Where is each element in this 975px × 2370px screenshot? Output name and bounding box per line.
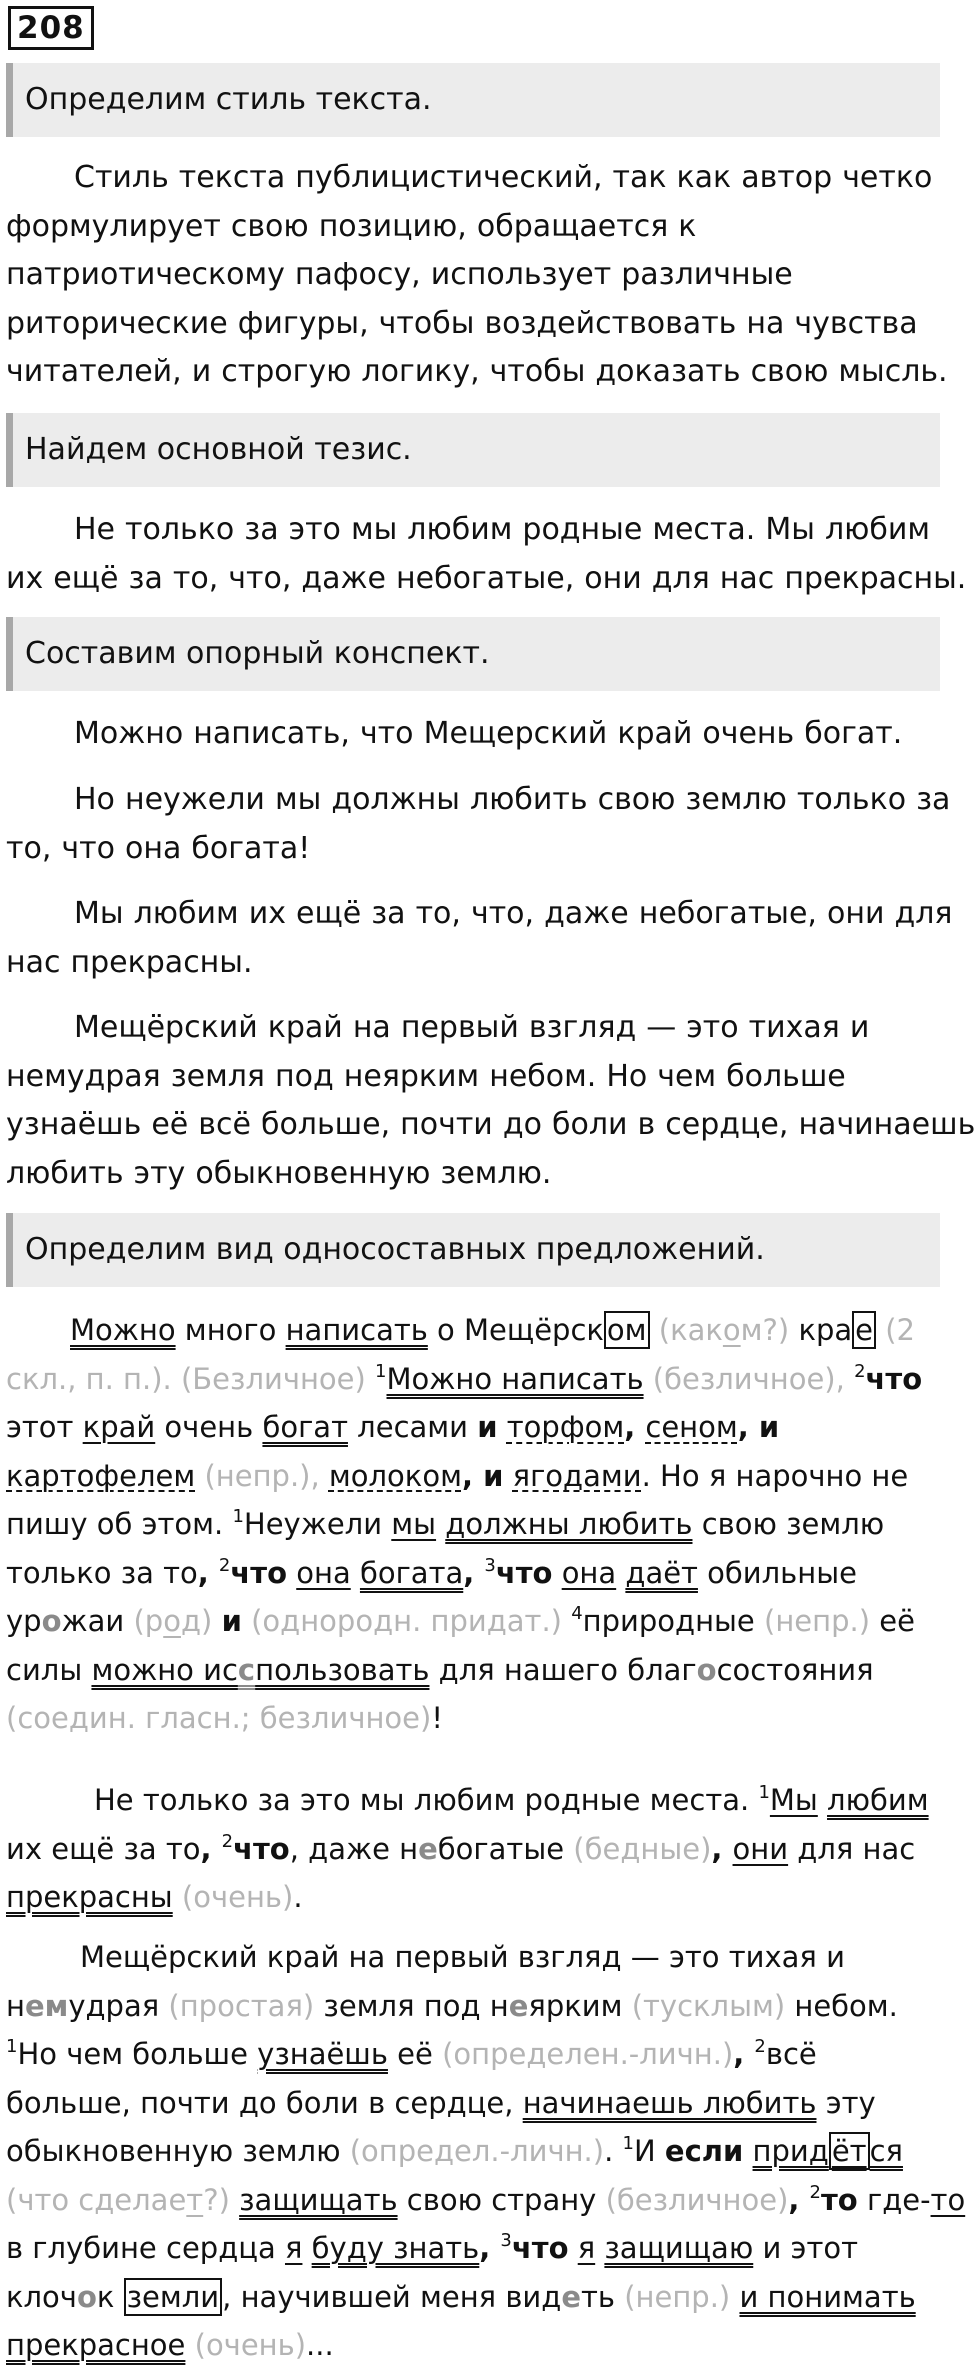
analysis-block-1 [6,1306,950,1743]
analysis-line [6,2127,950,2176]
text-fragment: свою страну [397,2182,597,2217]
gray-note: (тусклым) [622,1988,786,2023]
text-fragment [436,1507,445,1541]
conjunction: если [664,2134,744,2168]
predicate-word: начинаешь любить [522,2085,817,2120]
analysis-line [6,1403,950,1452]
analysis-line [6,1776,950,1825]
text-fragment: жаи [61,1604,125,1638]
clause-number: 4 [571,1603,583,1624]
text-fragment: ярким [528,1988,623,2023]
text-line: формулирует свою позицию, обращается к [6,208,697,244]
clause-number: 2 [854,1360,866,1382]
gray-note: (2 [876,1313,915,1347]
ending-box: е [852,1311,876,1349]
text-line: нас прекрасны. [6,944,253,980]
predicate-word: защищать [239,2182,398,2217]
highlighted-letter: с [237,1652,256,1687]
analysis-line [6,1597,950,1646]
text-fragment: состояния [716,1652,874,1687]
text-line: Не только за это мы любим родные места. Мы любим [74,512,931,547]
comma: , [788,2182,810,2217]
subject-word: я [577,2231,596,2265]
gray-note: (бедные) [564,1831,712,1866]
clause-number: 1 [375,1360,387,1382]
comma: , [737,1410,759,1444]
predicate-word: Можно [70,1313,176,1347]
comma: , [461,1458,484,1493]
text-fragment: ! [431,1701,443,1735]
subject-word: она [296,1555,351,1590]
gray-note: (как [649,1313,723,1347]
conjunction: и [758,1410,780,1444]
text-fragment: больше, почти до боли в сердце, [6,2085,523,2120]
predicate-word: богат [262,1410,348,1444]
text-fragment [498,1410,507,1444]
predicate-word: любим [827,1783,929,1817]
text-fragment: н [6,1988,25,2023]
text-fragment: небом. [785,1988,898,2023]
text-fragment: очень [155,1410,263,1444]
predicate-word: написать [285,1313,428,1347]
conjunction: что [495,1555,553,1590]
object-word: ягодами [512,1458,642,1493]
clause-number: 1 [6,2036,18,2057]
text-line: узнаёшь её всё больше, почти до боли в сердце, начинаешь [6,1107,975,1142]
text-fragment: удрая [68,1988,160,2023]
text-fragment: всё [765,2037,817,2071]
highlighted-letter: о [76,2279,97,2314]
text-fragment [503,1459,512,1493]
clause-number: 1 [232,1506,244,1527]
gray-note: (безличное) [596,2182,789,2217]
predicate-word: прид [752,2134,829,2168]
predicate-word: даёт [625,1555,698,1590]
gray-note: (соедин. гласн.; безличное) [6,1701,432,1735]
gray-note: (однородн. придат.) [241,1604,572,1638]
gray-note: (непр.) [615,2279,731,2314]
task-number: 208 [8,6,94,50]
text-fragment [552,1556,561,1590]
clause-number: 1 [622,2133,634,2154]
comma: , [624,1410,646,1444]
analysis-line [6,1306,950,1355]
comma: , [733,2037,755,2071]
text-line: немудрая земля под неярким небом. Но чем больше [6,1058,846,1094]
predicate-word: буду знать [311,2231,480,2265]
text-fragment: ур [6,1604,42,1638]
text-fragment [351,1556,360,1590]
text-fragment [595,2231,604,2265]
text-fragment: земля под н [314,1988,509,2023]
conjunction: и [483,1458,504,1493]
text-fragment: её [870,1604,915,1638]
text-fragment: Не только за это мы любим родные места. [94,1783,759,1817]
text-line: патриотическому пафосу, использует различные [6,257,793,292]
gray-note: (что сделае [6,2182,187,2217]
word-box: земли [124,2278,223,2316]
predicate-word: и понимать [739,2279,916,2314]
gray-note: (определен.-личн.) [432,2037,734,2071]
gray-note: (определ.-личн.) [340,2134,605,2168]
summary-paragraph-3 [6,890,953,987]
text-line: читателей, и строгую логику, чтобы доказать свою мысль. [6,354,948,389]
analysis-line [6,2321,950,2370]
text-fragment [818,1783,827,1817]
summary-paragraph-4 [6,1004,975,1198]
gray-note: т [186,2182,204,2217]
clause-number: 2 [218,1554,231,1576]
predicate-word: узнаёшь [257,2037,388,2071]
comma: , [479,2231,501,2265]
comma: , [463,1555,485,1590]
predicate-word: защищаю [604,2231,754,2265]
conjunction: что [511,2231,569,2265]
predicate-word: ся [869,2134,903,2168]
conjunction: что [230,1555,288,1590]
text-fragment [287,1556,296,1590]
text-line: Мещёрский край на первый взгляд — это тихая и [74,1010,870,1045]
section-heading-summary: Составим опорный конспект. [6,617,940,691]
predicate-word: пользовать [255,1652,430,1687]
subject-word: мы [391,1507,437,1541]
text-fragment: богатые [437,1831,565,1866]
text-fragment [569,2231,578,2265]
object-word: торфом [506,1410,625,1444]
analysis-block-3 [6,1933,966,2370]
analysis-line [6,2224,950,2273]
analysis-line [6,1825,950,1874]
text-fragment: Неужели [243,1507,392,1541]
text-fragment: природные [582,1604,755,1638]
analysis-line [6,1355,950,1404]
comma: , [711,1831,733,1866]
analysis-line [6,2030,950,2079]
text-fragment: Но чем больше [17,2037,258,2071]
analysis-line [6,1873,950,1922]
highlighted-letter: е [418,1831,438,1866]
subject-word: она [561,1555,617,1590]
highlighted-letter: е [508,1988,529,2023]
text-line: риторические фигуры, чтобы воздействовать на чувства [6,305,918,341]
section-heading-analysis: Определим вид односоставных предложений. [6,1213,940,1287]
analysis-line [6,1694,950,1743]
text-line: их ещё за то, что, даже небогатые, они для нас прекрасны. [6,560,967,596]
conjunction: что [233,1831,290,1866]
text-fragment [743,2134,752,2168]
summary-paragraph-2 [6,776,951,873]
predicate-word: прекрасное [6,2328,186,2362]
gray-note: м?) [740,1313,790,1347]
text-fragment: только за то [6,1555,198,1590]
gray-note: (р [124,1604,164,1638]
predicate-word: Можно написать [386,1361,644,1396]
highlighted-letter: е [561,2279,582,2314]
clause-number: 3 [484,1554,496,1576]
text-fragment [302,2231,311,2265]
text-fragment: и этот [753,2231,858,2265]
gray-note: о [163,1604,181,1638]
text-fragment: , даже н [289,1831,419,1866]
gray-note: ?) [203,2182,230,2217]
comma: , [197,1555,219,1590]
gray-note: (безличное), [643,1361,855,1396]
text-line: Стиль текста публицистический, так как автор четко [74,160,933,195]
subject-word: они [732,1831,789,1866]
analysis-line [6,1549,950,1598]
text-fragment: их ещё за то [6,1831,201,1866]
analysis-line [6,1933,950,1982]
analysis-line [6,2079,950,2128]
text-fragment: кра [789,1313,853,1347]
suffix-word: то [930,2182,966,2217]
subject-word: я [284,2231,303,2265]
text-fragment: пишу об этом. [6,1507,233,1541]
text-fragment: Мещёрский край на первый взгляд — это тихая и [80,1940,845,1974]
text-fragment: силы [6,1652,92,1687]
summary-paragraph-1 [6,710,946,759]
highlighted-letter: о [696,1652,717,1687]
text-fragment: . [293,1880,303,1914]
gray-note: скл., п. п.). (Безличное) [6,1361,376,1396]
text-fragment: И [633,2134,665,2168]
text-fragment: много [175,1313,286,1347]
text-line: Но неужели мы должны любить свою землю только за [74,782,951,817]
text-fragment: её [387,2037,433,2071]
section-heading-thesis: Найдем основной тезис. [6,413,940,487]
analysis-block-2 [6,1776,950,1922]
gray-note: о [722,1313,741,1347]
analysis-line [6,1452,950,1501]
predicate-word: можно ис [91,1652,238,1687]
clause-number: 2 [809,2181,821,2203]
text-fragment: ть [581,2279,615,2314]
clause-number: 2 [221,1830,234,1852]
analysis-line [6,1982,950,2031]
highlighted-letter: ем [24,1988,69,2023]
analysis-line [6,2273,950,2322]
comma: , [200,1831,222,1866]
text-fragment [616,1556,625,1590]
predicate-word: богата [359,1555,464,1590]
text-fragment: свою землю [692,1507,885,1541]
clause-number: 3 [500,2230,512,2251]
predicate-word: прекрасны [6,1880,173,1914]
subject-word: край [82,1410,156,1444]
ending-box: ёт [829,2132,870,2170]
analysis-line [6,1500,950,1549]
clause-number: 1 [758,1782,770,1803]
analysis-line [6,2176,966,2225]
text-fragment: . [604,2134,623,2168]
section-heading-style: Определим стиль текста. [6,63,940,137]
object-word: молоком [328,1458,462,1493]
text-fragment: обыкновенную землю [6,2134,341,2168]
text-fragment: в глубине сердца [6,2231,285,2265]
gray-note: (непр.), [195,1458,329,1493]
text-fragment: эту [816,2085,876,2120]
subject-word: Мы [769,1783,818,1817]
text-fragment: этот [6,1410,83,1444]
clause-number: 2 [754,2036,766,2057]
analysis-line [6,1646,950,1695]
text-fragment: лесами [347,1410,478,1444]
ending-box: ом [604,1311,650,1349]
text-fragment [230,2183,239,2217]
gray-note: д) [180,1604,222,1638]
object-word: картофелем [6,1458,196,1493]
text-fragment: , научившей меня вид [222,2279,562,2314]
text-fragment: к [96,2279,115,2314]
text-fragment: обильные [697,1555,857,1590]
text-line: Мы любим их ещё за то, что, даже небогатые, они для [74,896,953,931]
text-fragment: для нашего благ [429,1652,697,1687]
text-line: то, что она богата! [6,830,311,866]
conjunction: что [865,1361,923,1396]
text-fragment: где- [857,2182,931,2217]
text-line: любить эту обыкновенную землю. [6,1155,552,1191]
conjunction: то [821,2182,858,2217]
gray-note: (непр.) [754,1604,871,1638]
gray-note: (простая) [159,1988,315,2023]
style-paragraph [6,154,946,397]
text-fragment [114,2280,123,2314]
thesis-paragraph [6,506,967,603]
gray-note: (очень) [172,1880,294,1914]
text-fragment: о Мещёрск [427,1313,604,1347]
text-fragment: клоч [6,2279,77,2314]
conjunction: и [221,1604,242,1638]
highlighted-letter: о [41,1604,62,1638]
text-fragment: ... [306,2328,334,2362]
gray-note: (очень) [185,2328,307,2362]
conjunction: и [477,1410,498,1444]
object-word: сеном [645,1410,738,1444]
text-line: Можно написать, что Мещерский край очень богат. [74,716,903,751]
text-fragment: . Но я нарочно не [641,1458,909,1493]
predicate-word: должны любить [445,1507,693,1541]
text-fragment: для нас [788,1831,916,1866]
